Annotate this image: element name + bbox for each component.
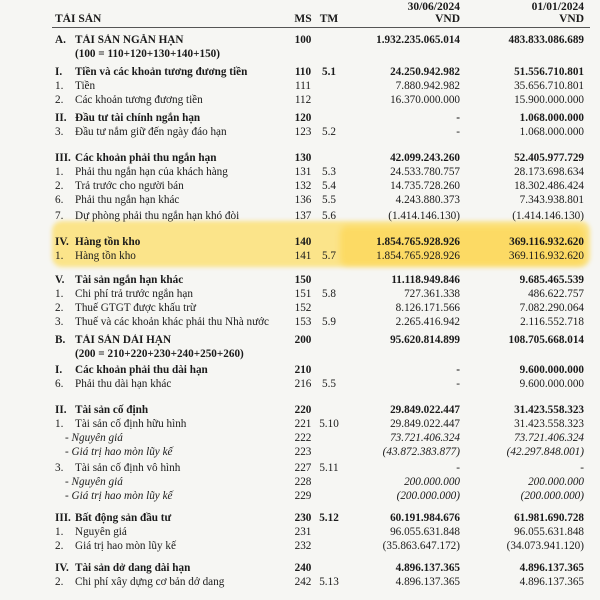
row-number: 3. xyxy=(55,316,64,328)
row-value-01-01-2024: 4.896.137.365 xyxy=(519,576,584,588)
row-value-30-06-2024: 8.126.171.566 xyxy=(395,302,460,314)
row-value-01-01-2024: 486.622.757 xyxy=(528,288,584,300)
row-value-01-01-2024: 483.833.086.689 xyxy=(508,34,584,46)
row-label: - Giá trị hao mòn lũy kế xyxy=(65,490,173,502)
row-tm: 5.5 xyxy=(322,378,336,390)
row-ms: 132 xyxy=(294,180,312,192)
row-number: 1. xyxy=(55,418,64,430)
row-label: - Nguyên giá xyxy=(65,476,123,488)
row-label: Trả trước cho người bán xyxy=(75,180,184,192)
row-tm: 5.12 xyxy=(319,512,339,524)
row-ms: 232 xyxy=(294,540,312,552)
row-tm: 5.3 xyxy=(322,166,336,178)
row-ms: 136 xyxy=(294,194,312,206)
table-row xyxy=(0,432,600,445)
row-number: I. xyxy=(55,66,63,78)
row-ms: 110 xyxy=(294,66,312,78)
row-value-30-06-2024: - xyxy=(456,126,460,138)
row-value-30-06-2024: 4.896.137.365 xyxy=(395,562,460,574)
header-row xyxy=(0,13,600,26)
row-ms: 151 xyxy=(294,288,312,300)
row-value-01-01-2024: 7.082.290.064 xyxy=(519,302,584,314)
row-value-30-06-2024: 1.932.235.065.014 xyxy=(376,34,460,46)
row-value-01-01-2024: 61.981.690.728 xyxy=(514,512,584,524)
table-row xyxy=(0,462,600,475)
row-ms: 137 xyxy=(294,210,312,222)
table-row xyxy=(0,288,600,301)
row-tm: 5.5 xyxy=(322,194,336,206)
row-ms: 220 xyxy=(294,404,312,416)
row-number: IV. xyxy=(55,562,69,574)
row-number: B. xyxy=(55,334,66,346)
row-ms: 228 xyxy=(294,476,312,488)
row-ms: 150 xyxy=(294,274,312,286)
row-ms: 230 xyxy=(294,512,312,524)
row-value-30-06-2024: (43.872.383.877) xyxy=(382,446,460,458)
row-value-30-06-2024: 60.191.984.676 xyxy=(390,512,460,524)
row-label: Tiền xyxy=(75,80,96,92)
table-row xyxy=(0,348,600,361)
table-row xyxy=(0,540,600,553)
table-row xyxy=(0,80,600,93)
row-value-30-06-2024: (35.863.647.172) xyxy=(382,540,460,552)
row-label: Các khoản phải thu dài hạn xyxy=(75,364,208,376)
row-value-01-01-2024: 4.896.137.365 xyxy=(519,562,584,574)
row-value-01-01-2024: (42.297.848.001) xyxy=(506,446,584,458)
row-number: III. xyxy=(55,512,71,524)
row-number: V. xyxy=(55,274,65,286)
row-value-30-06-2024: - xyxy=(456,112,460,124)
row-number: 3. xyxy=(55,126,64,138)
row-value-01-01-2024: 35.656.710.801 xyxy=(514,80,584,92)
row-value-30-06-2024: 95.620.814.899 xyxy=(390,334,460,346)
table-row xyxy=(0,302,600,315)
row-value-30-06-2024: (1.414.146.130) xyxy=(388,210,460,222)
row-value-30-06-2024: 2.265.416.942 xyxy=(395,316,460,328)
row-value-01-01-2024: 1.068.000.000 xyxy=(519,126,584,138)
row-ms: 200 xyxy=(294,334,312,346)
row-label: Chi phí xây dựng cơ bản dở dang xyxy=(75,576,225,588)
row-ms: 221 xyxy=(294,418,312,430)
row-value-30-06-2024: 7.880.942.982 xyxy=(395,80,460,92)
table-row xyxy=(0,126,600,139)
row-number: 3. xyxy=(55,462,64,474)
row-value-01-01-2024: 73.721.406.324 xyxy=(514,432,584,444)
row-tm: 5.13 xyxy=(319,576,339,588)
row-value-30-06-2024: 96.055.631.848 xyxy=(390,526,460,538)
row-value-30-06-2024: 42.099.243.260 xyxy=(390,152,460,164)
row-value-01-01-2024: (200.000.000) xyxy=(520,490,584,502)
row-number: 2. xyxy=(55,180,64,192)
row-label: Đầu tư nắm giữ đến ngày đáo hạn xyxy=(75,126,227,138)
row-ms: 152 xyxy=(294,302,312,314)
table-row xyxy=(0,210,600,223)
row-value-01-01-2024: 1.068.000.000 xyxy=(519,112,584,124)
row-ms: 216 xyxy=(294,378,312,390)
row-value-30-06-2024: - xyxy=(456,364,460,376)
row-label: TÀI SẢN DÀI HẠN xyxy=(75,334,172,346)
row-label: Phải thu ngắn hạn của khách hàng xyxy=(75,166,228,178)
row-label: (200 = 210+220+230+240+250+260) xyxy=(75,348,244,360)
row-label: Tài sản cố định vô hình xyxy=(75,462,181,474)
row-value-01-01-2024: 7.343.938.801 xyxy=(519,194,584,206)
table-row xyxy=(0,112,600,125)
row-value-30-06-2024: 727.361.338 xyxy=(404,288,460,300)
row-value-30-06-2024: 16.370.000.000 xyxy=(390,94,460,106)
row-ms: 120 xyxy=(294,112,312,124)
row-ms: 240 xyxy=(294,562,312,574)
row-value-30-06-2024: 200.000.000 xyxy=(404,476,460,488)
row-value-01-01-2024: 9.600.000.000 xyxy=(519,378,584,390)
row-value-30-06-2024: 14.735.728.260 xyxy=(390,180,460,192)
row-label: - Giá trị hao mòn lũy kế xyxy=(65,446,173,458)
table-row xyxy=(0,512,600,525)
table-row xyxy=(0,418,600,431)
row-value-30-06-2024: 11.118.949.846 xyxy=(391,274,460,286)
row-ms: 242 xyxy=(294,576,312,588)
row-ms: 112 xyxy=(294,94,312,106)
row-label: Các khoản tương đương tiền xyxy=(75,94,203,106)
row-label: TÀI SẢN NGẮN HẠN xyxy=(75,34,184,46)
row-label: Tiền và các khoản tương đương tiền xyxy=(75,66,248,78)
table-row xyxy=(0,180,600,193)
row-tm: 5.2 xyxy=(322,126,336,138)
row-label: Tài sản cố định xyxy=(75,404,149,416)
row-ms: 141 xyxy=(294,250,312,262)
row-value-01-01-2024: 18.302.486.424 xyxy=(514,180,584,192)
asset-label: TÀI SẢN xyxy=(55,13,102,25)
table-row xyxy=(0,404,600,417)
row-value-01-01-2024: 108.705.668.014 xyxy=(508,334,584,346)
table-row xyxy=(0,274,600,287)
row-ms: 153 xyxy=(294,316,312,328)
row-value-01-01-2024: 369.116.932.620 xyxy=(508,250,584,262)
col1-date: 30/06/2024 xyxy=(407,1,460,13)
row-value-01-01-2024: 200.000.000 xyxy=(528,476,584,488)
row-ms: 223 xyxy=(294,446,312,458)
row-tm: 5.1 xyxy=(322,66,336,78)
row-value-30-06-2024: 24.533.780.757 xyxy=(390,166,460,178)
row-number: 2. xyxy=(55,94,64,106)
row-label: Phải thu ngắn hạn khác xyxy=(75,194,180,206)
row-number: IV. xyxy=(55,236,69,248)
table-row xyxy=(0,334,600,347)
row-number: 7. xyxy=(55,210,64,222)
table-row xyxy=(0,576,600,589)
row-label: (100 = 110+120+130+140+150) xyxy=(75,48,220,60)
row-value-01-01-2024: (1.414.146.130) xyxy=(512,210,584,222)
row-number: 1. xyxy=(55,80,64,92)
row-number: 1. xyxy=(55,288,64,300)
table-row xyxy=(0,490,600,503)
table-row xyxy=(0,446,600,459)
row-value-01-01-2024: 28.173.698.634 xyxy=(514,166,584,178)
row-ms: 131 xyxy=(294,166,312,178)
row-value-01-01-2024: 15.900.000.000 xyxy=(514,94,584,106)
row-tm: 5.10 xyxy=(319,418,339,430)
row-label: Thuế và các khoản khác phải thu Nhà nước xyxy=(75,316,270,328)
row-label: Các khoản phải thu ngắn hạn xyxy=(75,152,217,164)
row-value-01-01-2024: 96.055.631.848 xyxy=(514,526,584,538)
row-value-01-01-2024: 31.423.558.323 xyxy=(514,418,584,430)
row-ms: 100 xyxy=(294,34,312,46)
table-row xyxy=(0,48,600,61)
row-tm: 5.4 xyxy=(322,180,336,192)
row-tm: 5.6 xyxy=(322,210,336,222)
row-value-30-06-2024: 4.896.137.365 xyxy=(395,576,460,588)
row-value-01-01-2024: 9.600.000.000 xyxy=(519,364,584,376)
row-value-01-01-2024: 369.116.932.620 xyxy=(509,236,584,248)
row-value-30-06-2024: 1.854.765.928.926 xyxy=(376,250,460,262)
row-value-01-01-2024: 2.116.552.718 xyxy=(520,316,584,328)
tm-label: TM xyxy=(319,13,339,25)
row-number: 2. xyxy=(55,576,64,588)
row-tm: 5.8 xyxy=(322,288,336,300)
row-label: Nguyên giá xyxy=(75,526,127,538)
row-number: 1. xyxy=(55,526,64,538)
row-number: II. xyxy=(55,112,67,124)
row-number: 2. xyxy=(55,302,64,314)
row-value-30-06-2024: 29.849.022.447 xyxy=(390,418,460,430)
row-ms: 130 xyxy=(294,152,312,164)
row-ms: 123 xyxy=(294,126,312,138)
row-ms: 222 xyxy=(294,432,312,444)
row-value-30-06-2024: 29.849.022.447 xyxy=(390,404,460,416)
row-tm: 5.7 xyxy=(322,250,336,262)
row-number: A. xyxy=(55,34,66,46)
row-number: 2. xyxy=(55,540,64,552)
row-value-30-06-2024: 4.243.880.373 xyxy=(395,194,460,206)
row-label: Tài sản cố định hữu hình xyxy=(75,418,187,430)
table-row xyxy=(0,94,600,107)
row-ms: 227 xyxy=(294,462,312,474)
row-ms: 111 xyxy=(295,80,311,92)
row-label: Bất động sản đầu tư xyxy=(75,512,172,524)
row-label: Giá trị hao mòn lũy kế xyxy=(75,540,176,552)
row-label: Phải thu dài hạn khác xyxy=(75,378,172,390)
table-row xyxy=(0,236,600,249)
row-label: Hàng tồn kho xyxy=(75,250,136,262)
row-number: I. xyxy=(55,364,63,376)
col2-date: 01/01/2024 xyxy=(531,1,584,13)
table-row xyxy=(0,152,600,165)
row-number: 6. xyxy=(55,378,64,390)
row-label: Đầu tư tài chính ngắn hạn xyxy=(75,112,201,124)
row-value-01-01-2024: 51.556.710.801 xyxy=(514,66,584,78)
row-label: - Nguyên giá xyxy=(65,432,123,444)
row-label: Chi phí trả trước ngắn hạn xyxy=(75,288,193,300)
row-value-01-01-2024: 31.423.558.323 xyxy=(514,404,584,416)
table-row xyxy=(0,476,600,489)
row-value-30-06-2024: 1.854.765.928.926 xyxy=(376,236,460,248)
row-value-30-06-2024: - xyxy=(456,378,460,390)
row-ms: 140 xyxy=(294,236,312,248)
row-value-30-06-2024: 24.250.942.982 xyxy=(390,66,460,78)
row-number: III. xyxy=(55,152,71,164)
row-tm: 5.9 xyxy=(322,316,336,328)
row-number: II. xyxy=(55,404,67,416)
col1-unit: VND xyxy=(435,13,460,25)
table-row xyxy=(0,316,600,329)
table-row xyxy=(0,194,600,207)
row-ms: 231 xyxy=(294,526,312,538)
row-value-01-01-2024: 52.405.977.729 xyxy=(514,152,584,164)
row-ms: 210 xyxy=(294,364,312,376)
row-value-30-06-2024: - xyxy=(456,462,460,474)
col2-unit: VND xyxy=(559,13,584,25)
table-row xyxy=(0,378,600,391)
row-value-01-01-2024: (34.073.941.120) xyxy=(506,540,584,552)
table-row xyxy=(0,66,600,79)
row-label: Tài sản ngắn hạn khác xyxy=(75,274,184,286)
row-number: 6. xyxy=(55,194,64,206)
row-value-01-01-2024: - xyxy=(580,462,584,474)
row-value-30-06-2024: (200.000.000) xyxy=(396,490,460,502)
table-row xyxy=(0,562,600,575)
table-row xyxy=(0,526,600,539)
row-number: 1. xyxy=(55,166,64,178)
row-value-30-06-2024: 73.721.406.324 xyxy=(390,432,460,444)
row-value-01-01-2024: 9.685.465.539 xyxy=(519,274,584,286)
row-label: Dự phòng phải thu ngắn hạn khó đòi xyxy=(75,210,240,222)
row-label: Tài sản dở dang dài hạn xyxy=(75,562,191,574)
table-row xyxy=(0,250,600,263)
header-rule xyxy=(52,27,590,28)
ms-label: MS xyxy=(294,13,312,25)
row-tm: 5.11 xyxy=(319,462,339,474)
table-row xyxy=(0,34,600,47)
row-ms: 229 xyxy=(294,490,312,502)
row-label: Thuế GTGT được khấu trừ xyxy=(75,302,196,314)
row-number: 1. xyxy=(55,250,64,262)
table-row xyxy=(0,364,600,377)
row-label: Hàng tồn kho xyxy=(75,236,141,248)
table-row xyxy=(0,166,600,179)
